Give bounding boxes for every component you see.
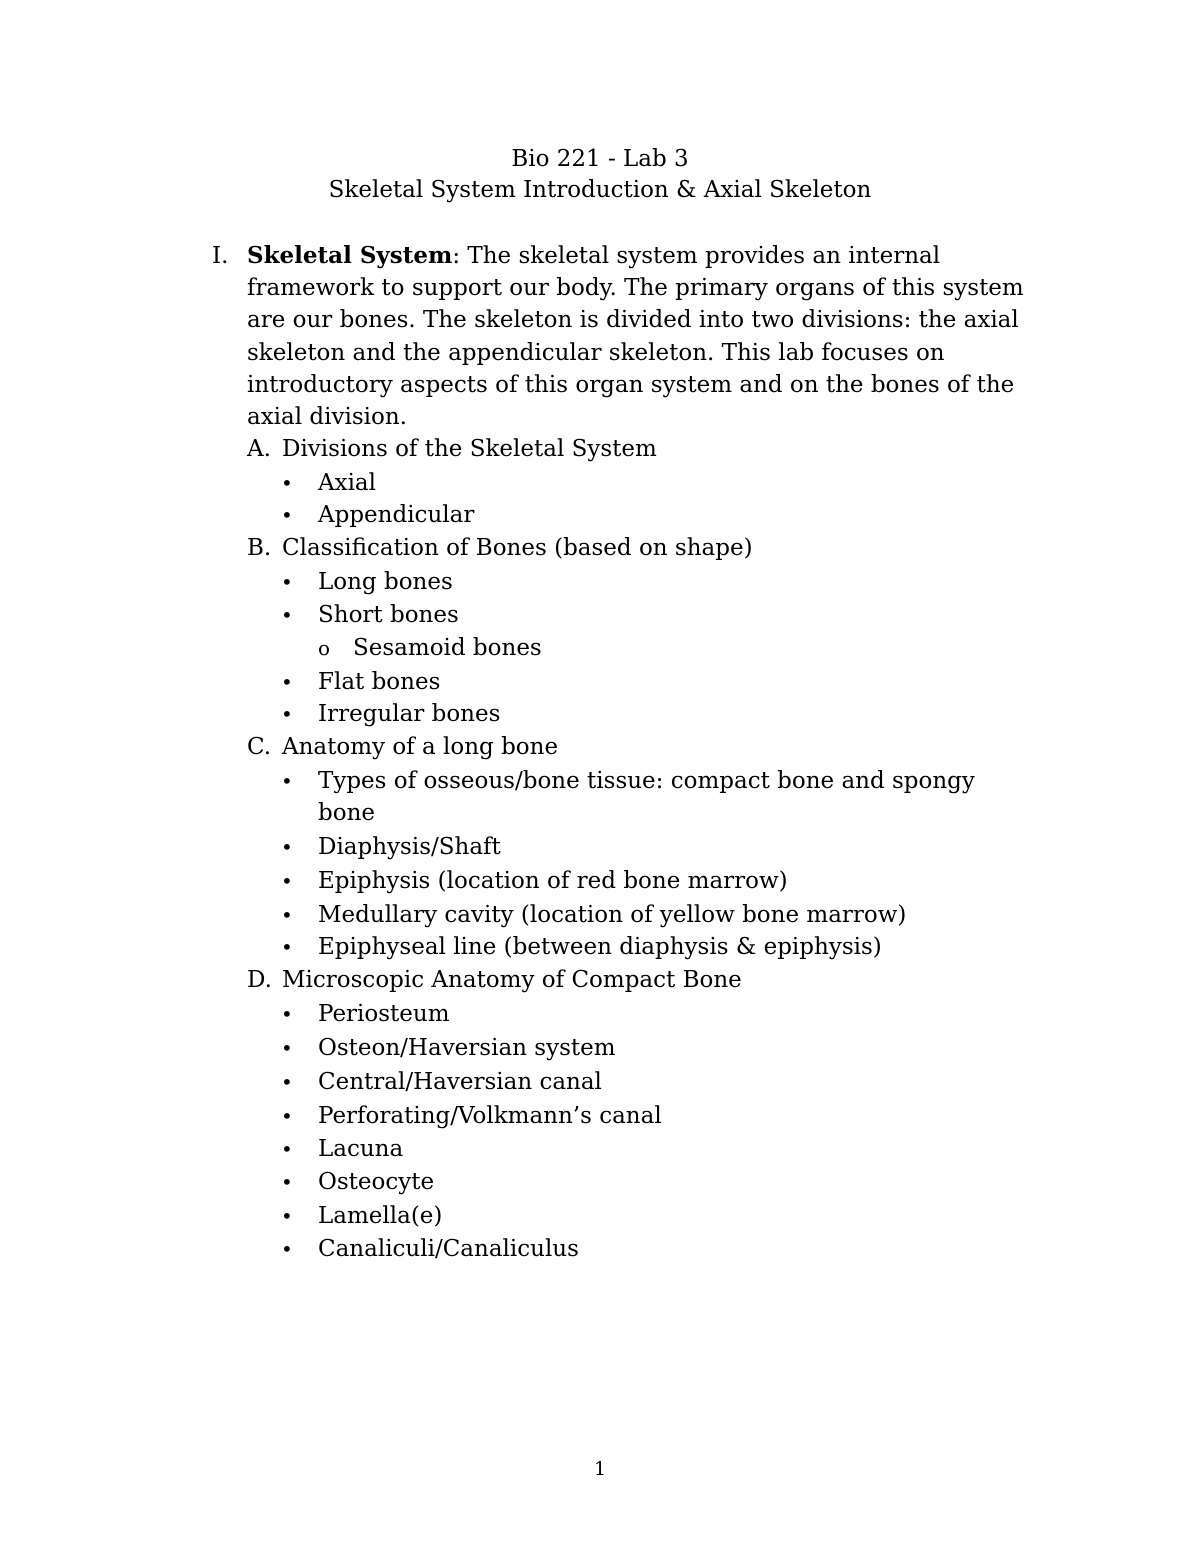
list-item-text: Canaliculi/Canaliculus [318, 1236, 579, 1262]
bullet-icon: • [281, 1104, 293, 1128]
subsection-title: Divisions of the Skeletal System [282, 436, 657, 462]
bullet-icon: • [281, 1070, 293, 1094]
bullet-icon: • [281, 869, 293, 893]
subsection-letter: D. [247, 967, 272, 993]
bullet-icon: • [281, 1137, 293, 1161]
subsection-title: Microscopic Anatomy of Compact Bone [282, 967, 742, 993]
section-intro-text: : The skeletal system provides an internal framework to support our body. The primary organs of this system are our bones. The skeleton is divided into two divisions: the axial skeleton and the appendicular skeleton. This lab focuses on introductory aspects of this organ system and on the bones of the axial division. [247, 243, 1024, 431]
document-subtitle: Skeletal System Introduction & Axial Skeleton [328, 177, 872, 203]
list-item-text: Medullary cavity (location of yellow bone marrow) [318, 902, 907, 928]
bullet-icon: • [281, 1170, 293, 1194]
document-title: Bio 221 - Lab 3 [511, 146, 689, 172]
list-item-text: Perforating/Volkmann’s canal [318, 1103, 662, 1129]
bullet-icon: • [281, 1204, 293, 1228]
page-number: 1 [593, 1458, 607, 1480]
list-item-text: Central/Haversian canal [318, 1069, 602, 1095]
list-item-text: Axial [318, 470, 377, 496]
list-item-text: Diaphysis/Shaft [318, 834, 501, 860]
subsection-letter: A. [247, 436, 271, 462]
list-item-text: Osteocyte [318, 1169, 435, 1195]
bullet-icon: • [281, 702, 293, 726]
bullet-icon: • [281, 1036, 293, 1060]
section-heading: Skeletal System [247, 242, 453, 269]
list-item-text: Flat bones [318, 669, 441, 695]
list-item-text: Appendicular [318, 502, 475, 528]
bullet-icon: • [281, 670, 293, 694]
list-item-text: bone [318, 800, 375, 826]
bullet-icon: • [281, 935, 293, 959]
bullet-icon: • [281, 570, 293, 594]
list-item-text: Types of osseous/bone tissue: compact bone and spongy [318, 768, 975, 794]
subsection-letter: B. [247, 535, 272, 561]
list-item-text: Lamella(e) [318, 1203, 443, 1229]
circle-bullet-icon: o [318, 636, 331, 660]
bullet-icon: • [281, 471, 293, 495]
subsection-title: Anatomy of a long bone [282, 734, 559, 760]
list-item-text: Long bones [318, 569, 453, 595]
section-numeral: I. [212, 243, 229, 269]
list-item-text: Epiphysis (location of red bone marrow) [318, 868, 788, 894]
section-intro [247, 240, 1037, 433]
bullet-icon: • [281, 603, 293, 627]
list-item-text: Epiphyseal line (between diaphysis & epiphysis) [318, 934, 882, 960]
bullet-icon: • [281, 769, 293, 793]
bullet-icon: • [281, 1002, 293, 1026]
list-item-text: Periosteum [318, 1001, 450, 1027]
bullet-icon: • [281, 1237, 293, 1261]
subsection-title: Classification of Bones (based on shape) [282, 535, 753, 561]
list-item-text: Short bones [318, 602, 459, 628]
list-item-text: Lacuna [318, 1136, 404, 1162]
sub-list-item-text: Sesamoid bones [353, 635, 542, 661]
bullet-icon: • [281, 835, 293, 859]
subsection-letter: C. [247, 734, 272, 760]
list-item-text: Irregular bones [318, 701, 501, 727]
bullet-icon: • [281, 903, 293, 927]
list-item-text: Osteon/Haversian system [318, 1035, 616, 1061]
bullet-icon: • [281, 503, 293, 527]
